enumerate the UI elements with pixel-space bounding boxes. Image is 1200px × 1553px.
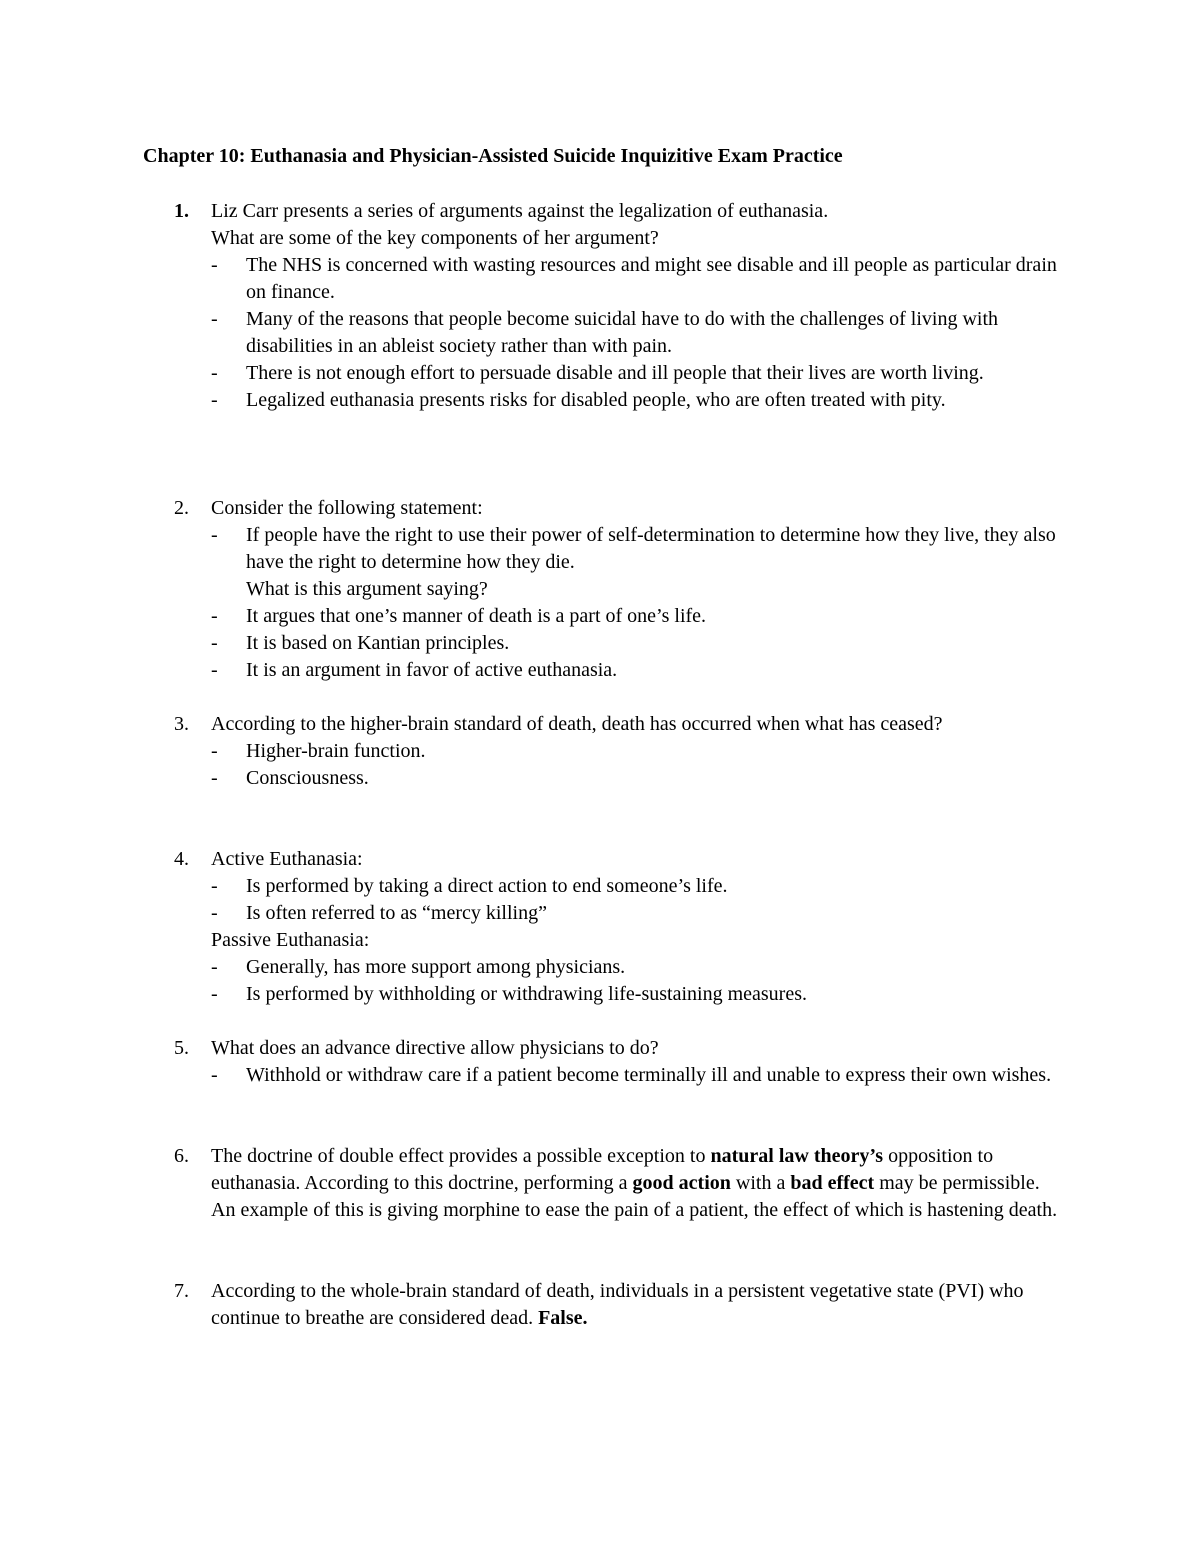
list-item-text: It is based on Kantian principles.	[246, 632, 510, 654]
text-run: According to the whole-brain standard of death, individuals in a persistent vegetative state (PVI) who continue to breathe are considered dead.	[211, 1280, 1024, 1329]
list-item	[211, 873, 1061, 900]
question-number: 2.	[174, 497, 189, 519]
list-item	[211, 954, 1061, 981]
question-number: 5.	[174, 1037, 189, 1059]
list-item-text: Consciousness.	[246, 767, 369, 789]
list-item-text: It is an argument in favor of active euthanasia.	[246, 659, 618, 681]
list-item-text: Many of the reasons that people become suicidal have to do with the challenges of living with disabilities in an ableist society rather than with pain.	[246, 308, 999, 357]
list-item-text: Is performed by withholding or withdrawing life-sustaining measures.	[246, 983, 807, 1005]
list-item	[211, 981, 1061, 1008]
passive-euthanasia-label: Passive Euthanasia:	[211, 929, 370, 951]
list-item	[211, 630, 1061, 657]
dash-bullet: -	[211, 632, 218, 654]
list-item-text: Generally, has more support among physicians.	[246, 956, 626, 978]
list-item	[211, 738, 1061, 765]
bold-term-bad-effect: bad effect	[790, 1172, 875, 1194]
dash-bullet: -	[211, 389, 218, 411]
list-item-text: It argues that one’s manner of death is a part of one’s life.	[246, 605, 707, 627]
list-item-text: There is not enough effort to persuade disable and ill people that their lives are worth living.	[246, 362, 984, 384]
dash-bullet: -	[211, 1064, 218, 1086]
dash-bullet: -	[211, 740, 218, 762]
list-item	[211, 1062, 1061, 1089]
list-item	[211, 306, 1061, 360]
page-title: Chapter 10: Euthanasia and Physician-Assisted Suicide Inquizitive Exam Practice	[143, 145, 843, 167]
statement-list	[211, 522, 1071, 576]
list-item	[211, 765, 1061, 792]
question-prompt: What is this argument saying?	[246, 578, 488, 600]
list-item	[211, 252, 1061, 306]
text-run: with a	[730, 1172, 791, 1194]
active-euthanasia-label: Active Euthanasia:	[211, 848, 363, 870]
text-run: opposition to euthanasia. According to this doctrine, performing a	[211, 1145, 994, 1194]
dash-bullet: -	[211, 524, 218, 546]
answer-list	[211, 252, 1071, 414]
question-text-line: What are some of the key components of her argument?	[211, 227, 659, 249]
list-item-text: The NHS is concerned with wasting resources and might see disable and ill people as particular drain on finance.	[246, 254, 1057, 303]
dash-bullet: -	[211, 254, 218, 276]
list-item	[211, 603, 1061, 630]
dash-bullet: -	[211, 767, 218, 789]
list-item	[211, 387, 1061, 414]
question-text: Consider the following statement:	[211, 497, 483, 519]
list-item	[211, 522, 1061, 576]
dash-bullet: -	[211, 956, 218, 978]
dash-bullet: -	[211, 605, 218, 627]
question-number: 4.	[174, 848, 189, 870]
bold-term-good-action: good action	[632, 1172, 731, 1194]
dash-bullet: -	[211, 875, 218, 897]
list-item-text: Higher-brain function.	[246, 740, 426, 762]
answer-false: False.	[538, 1307, 588, 1329]
dash-bullet: -	[211, 659, 218, 681]
question-text	[211, 1143, 1061, 1224]
list-item-text: Is performed by taking a direct action to end someone’s life.	[246, 875, 728, 897]
dash-bullet: -	[211, 902, 218, 924]
answer-list	[211, 603, 1071, 684]
passive-euthanasia-list	[211, 954, 1071, 1008]
list-item-text: Is often referred to as “mercy killing”	[246, 902, 547, 924]
list-item-text: Withhold or withdraw care if a patient become terminally ill and unable to express their own wishes.	[246, 1064, 1052, 1086]
answer-list	[211, 738, 1071, 792]
list-item	[211, 360, 1061, 387]
question-number: 6.	[174, 1145, 189, 1167]
text-run: may be permissible. An example of this is giving morphine to ease the pain of a patient, the effect of which is hastening death.	[211, 1172, 1058, 1221]
list-item	[211, 657, 1061, 684]
dash-bullet: -	[211, 983, 218, 1005]
question-number: 3.	[174, 713, 189, 735]
active-euthanasia-list	[211, 873, 1071, 927]
answer-list	[211, 1062, 1071, 1089]
question-text-line: Liz Carr presents a series of arguments against the legalization of euthanasia.	[211, 200, 829, 222]
dash-bullet: -	[211, 362, 218, 384]
question-number: 1.	[174, 200, 189, 222]
question-text: What does an advance directive allow physicians to do?	[211, 1037, 659, 1059]
question-number: 7.	[174, 1280, 189, 1302]
question-text	[211, 1278, 1061, 1332]
list-item	[211, 900, 1061, 927]
bold-term-natural-law: natural law theory’s	[710, 1145, 884, 1167]
text-run: The doctrine of double effect provides a possible exception to	[211, 1145, 711, 1167]
question-text: According to the higher-brain standard of death, death has occurred when what has ceased?	[211, 713, 943, 735]
dash-bullet: -	[211, 308, 218, 330]
list-item-text: Legalized euthanasia presents risks for disabled people, who are often treated with pity.	[246, 389, 946, 411]
statement-text: If people have the right to use their power of self-determination to determine how they live, they also have the right to determine how they die.	[246, 524, 1056, 573]
